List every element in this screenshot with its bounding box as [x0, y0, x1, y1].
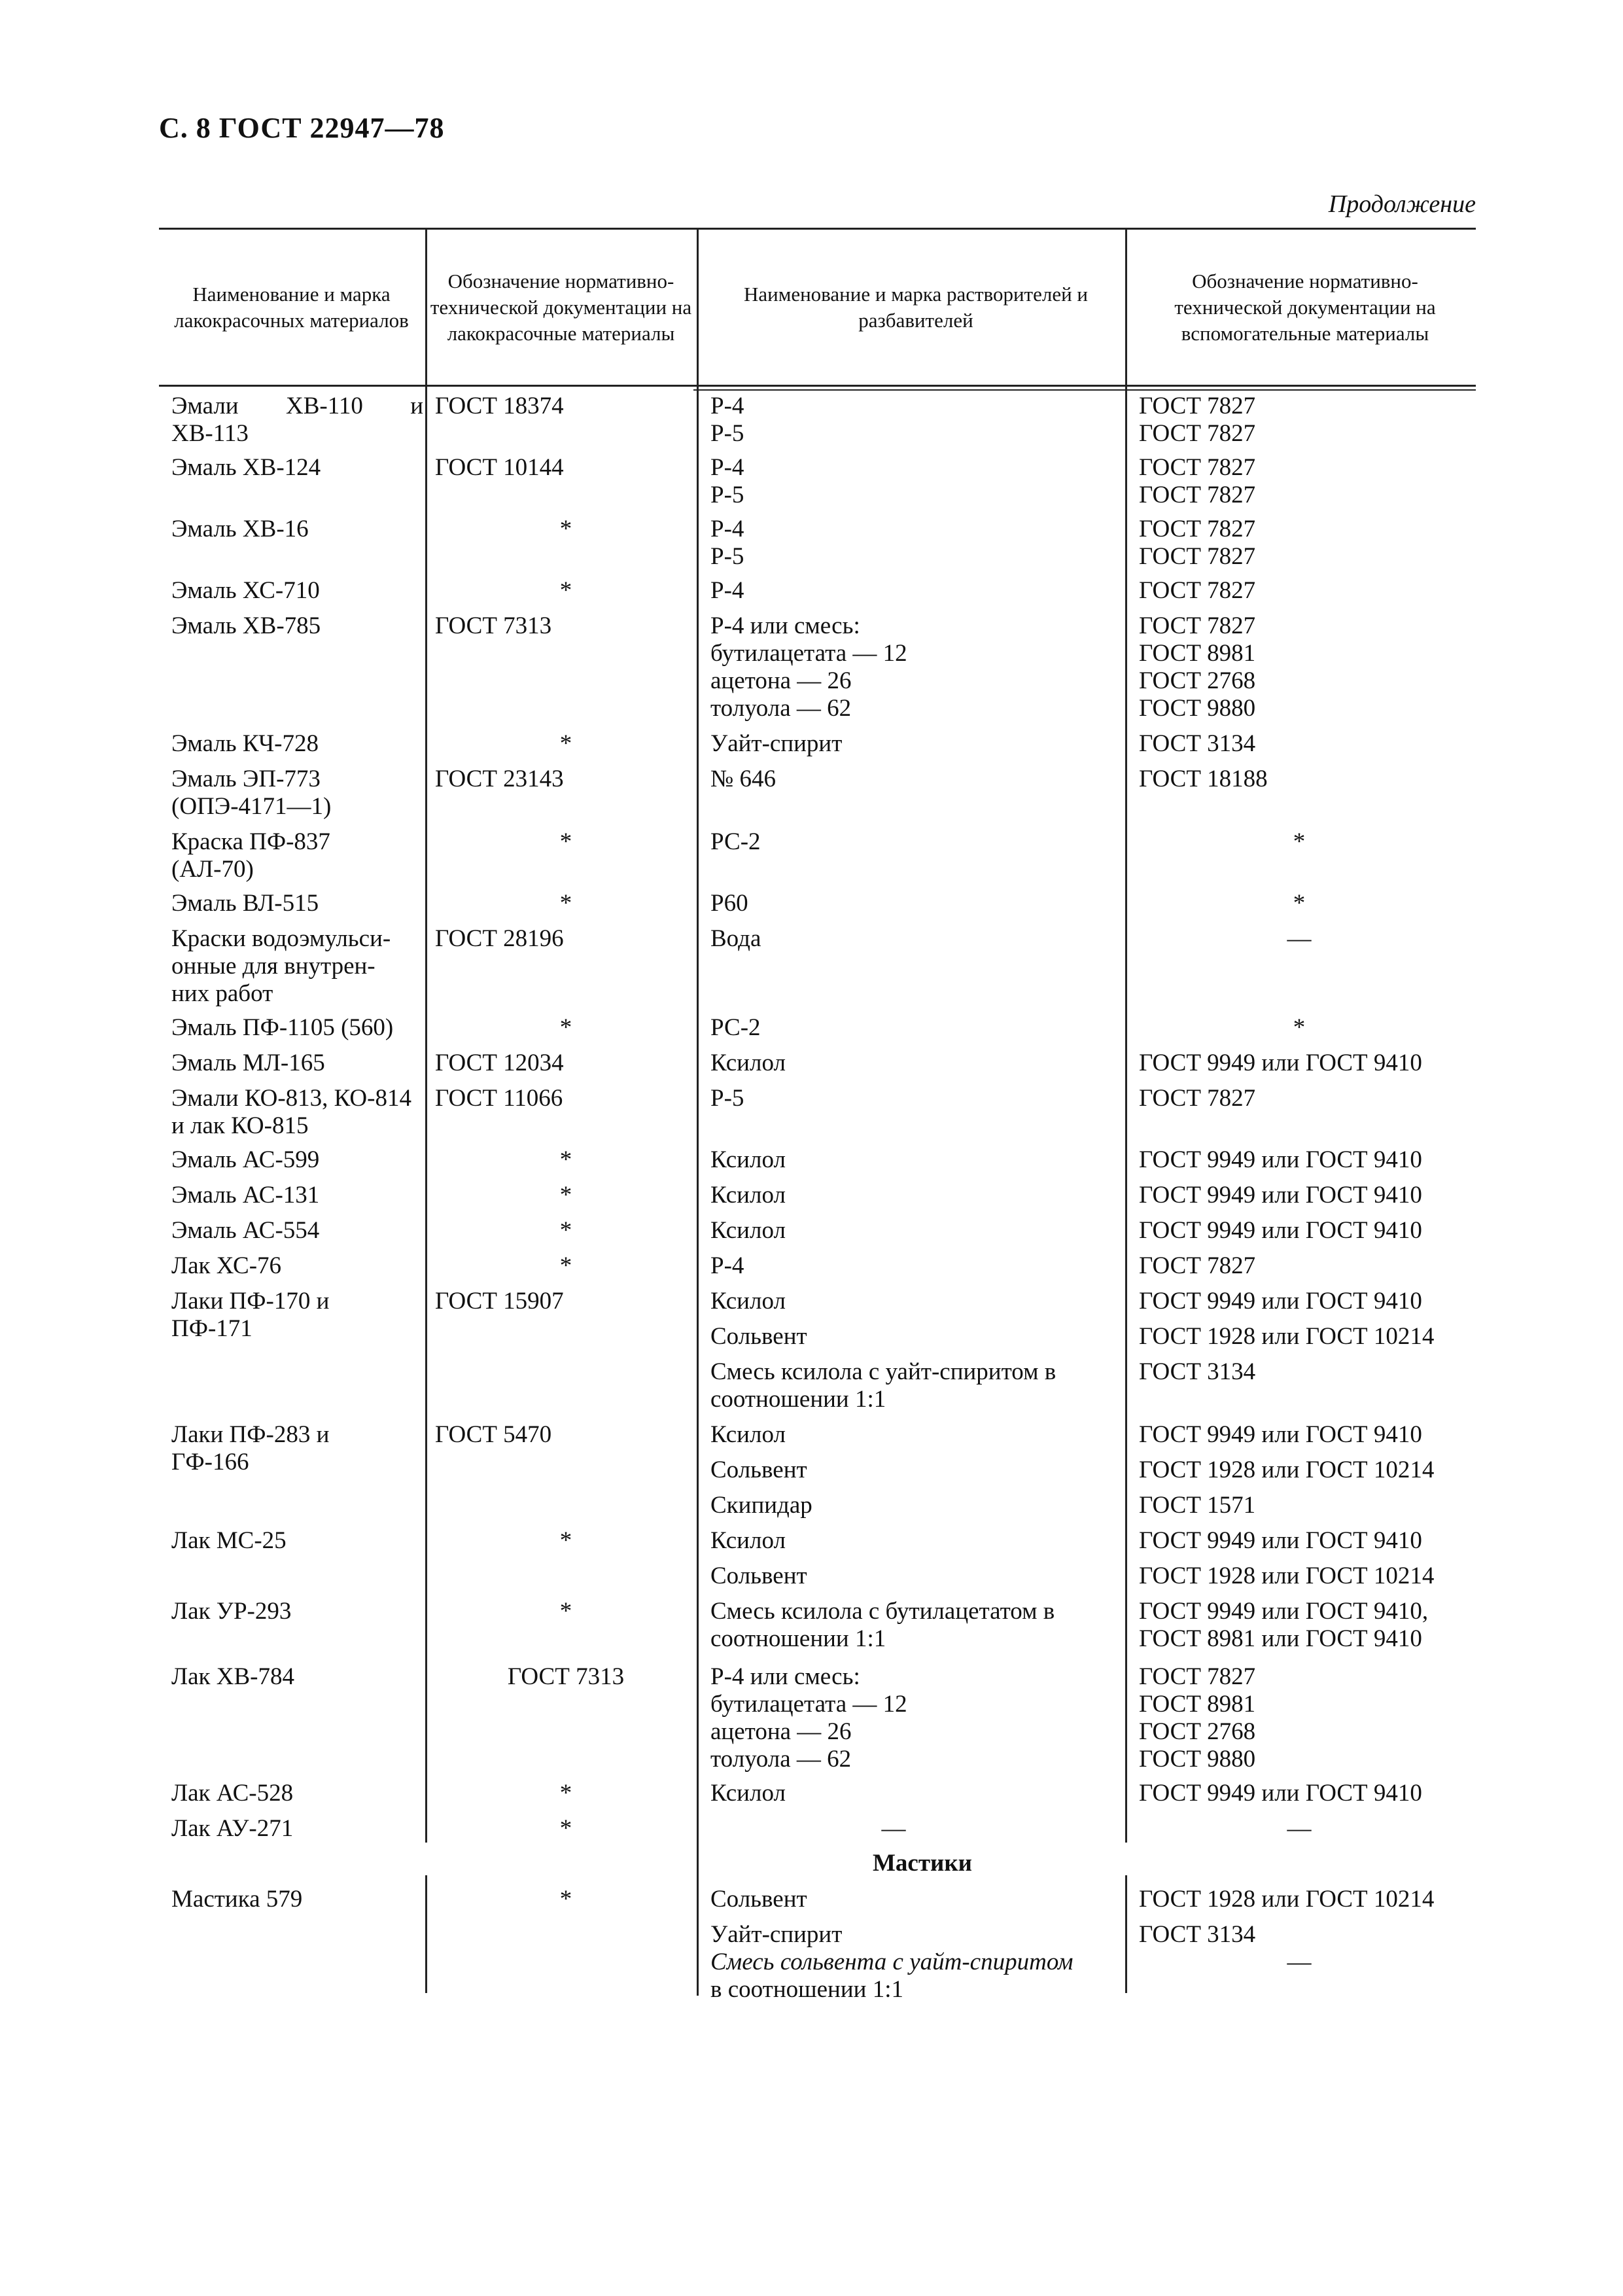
solvent-cell: Смесь сольвента с уайт-спиритом [710, 1949, 1073, 1975]
material-cell: Эмаль ХВ-124 [171, 454, 321, 481]
material-doc-cell: ГОСТ 12034 [435, 1050, 564, 1076]
material-doc-cell: * [559, 890, 572, 917]
material-cell: Эмаль ХВ-785 [171, 612, 321, 639]
aux-doc-cell: ГОСТ 1928 или ГОСТ 10214 [1139, 1886, 1435, 1913]
material-cell: Эмаль АС-554 [171, 1217, 320, 1244]
aux-doc-cell: ГОСТ 3134 [1139, 730, 1256, 757]
aux-doc-cell: ГОСТ 9949 или ГОСТ 9410, ГОСТ 8981 или ГОСТ 9410 [1139, 1598, 1429, 1652]
aux-doc-cell: ГОСТ 1571 [1139, 1492, 1256, 1519]
aux-doc-cell: ГОСТ 7827 ГОСТ 7827 [1139, 516, 1256, 570]
solvent-cell: Ксилол [710, 1288, 786, 1315]
material-cell: Лаки ПФ-170 и ПФ-171 [171, 1288, 330, 1342]
material-doc-cell: ГОСТ 28196 [435, 925, 564, 952]
section-title: Мастики [873, 1850, 972, 1877]
material-doc-cell: ГОСТ 7313 [435, 612, 552, 639]
solvent-cell: Р-4 или смесь: бутилацетата — 12 ацетона — 26 толуола — 62 [710, 612, 907, 722]
table-header-rule-2 [693, 389, 1476, 391]
material-cell: Эмаль АС-131 [171, 1182, 320, 1209]
column-divider-1 [425, 229, 427, 1843]
solvent-cell: Вода [710, 925, 761, 952]
solvent-cell: Р-4 [710, 1252, 744, 1279]
solvent-cell: Р-5 [710, 1085, 744, 1112]
material-cell: Краска ПФ-837 (АЛ-70) [171, 828, 330, 883]
material-doc-cell: * [559, 1252, 572, 1279]
material-doc-cell: * [559, 1527, 572, 1554]
material-doc-cell: * [559, 1182, 572, 1209]
column-divider-3b [1125, 1875, 1127, 1993]
material-cell: Лак АС-528 [171, 1780, 294, 1807]
material-doc-cell: * [559, 1598, 572, 1625]
solvent-cell: Ксилол [710, 1050, 786, 1076]
material-doc-cell: * [559, 1146, 572, 1173]
solvent-cell: — [881, 1815, 906, 1842]
material-cell: Лак МС-25 [171, 1527, 287, 1554]
material-doc-cell: ГОСТ 5470 [435, 1421, 552, 1448]
solvent-cell: № 646 [710, 766, 777, 792]
material-doc-cell: * [559, 577, 572, 604]
header-material-doc: Обозначение нормативно-технической документации на лакокрасочные материалы [430, 270, 692, 345]
material-doc-cell: * [559, 1014, 572, 1041]
aux-doc-cell: ГОСТ 1928 или ГОСТ 10214 [1139, 1563, 1435, 1589]
material-doc-cell: ГОСТ 23143 [435, 766, 564, 792]
solvent-cell: Ксилол [710, 1421, 786, 1448]
solvent-cell: Ксилол [710, 1527, 786, 1554]
material-doc-cell: * [559, 828, 572, 855]
material-cell: Лак ХВ-784 [171, 1663, 294, 1690]
material-cell: Лак УР-293 [171, 1598, 292, 1625]
header-aux-doc: Обозначение нормативно-технической документации на вспомогательные материалы [1174, 270, 1436, 345]
aux-doc-cell: ГОСТ 7827 ГОСТ 8981 ГОСТ 2768 ГОСТ 9880 [1139, 1663, 1256, 1773]
solvent-cell: Р60 [710, 890, 748, 917]
solvent-cell: Уайт-спирит [710, 730, 843, 757]
aux-doc-cell: ГОСТ 7827 [1139, 1252, 1256, 1279]
material-cell: Эмаль АС-599 [171, 1146, 320, 1173]
column-divider-1b [425, 1875, 427, 1993]
solvent-cell: Сольвент [710, 1886, 807, 1913]
solvent-cell: Скипидар [710, 1492, 812, 1519]
material-cell: Лак АУ-271 [171, 1815, 294, 1842]
aux-doc-cell: ГОСТ 18188 [1139, 766, 1268, 792]
aux-doc-cell: ГОСТ 7827 ГОСТ 7827 [1139, 393, 1256, 447]
column-divider-3 [1125, 229, 1127, 1843]
aux-doc-cell: ГОСТ 7827 [1139, 1085, 1256, 1112]
aux-doc-cell: — [1287, 1815, 1312, 1842]
solvent-cell: Р-4 [710, 577, 744, 604]
solvent-cell: Ксилол [710, 1146, 786, 1173]
aux-doc-cell: — [1287, 1949, 1312, 1975]
aux-doc-cell: ГОСТ 9949 или ГОСТ 9410 [1139, 1780, 1422, 1807]
material-cell: Лаки ПФ-283 и ГФ-166 [171, 1421, 330, 1475]
aux-doc-cell: ГОСТ 9949 или ГОСТ 9410 [1139, 1146, 1422, 1173]
material-cell: Эмаль МЛ-165 [171, 1050, 325, 1076]
solvent-cell: Р-4 или смесь: бутилацетата — 12 ацетона — 26 толуола — 62 [710, 1663, 907, 1773]
material-doc-cell: * [559, 1217, 572, 1244]
material-cell: Эмаль ХС-710 [171, 577, 320, 604]
aux-doc-cell: ГОСТ 1928 или ГОСТ 10214 [1139, 1323, 1435, 1350]
aux-doc-cell: * [1293, 828, 1306, 855]
material-cell: Эмаль ПФ-1105 (560) [171, 1014, 394, 1041]
material-cell: Эмаль ХВ-16 [171, 516, 309, 542]
solvent-cell: Ксилол [710, 1217, 786, 1244]
material-doc-cell: ГОСТ 15907 [435, 1288, 564, 1315]
aux-doc-cell: ГОСТ 9949 или ГОСТ 9410 [1139, 1527, 1422, 1554]
aux-doc-cell: * [1293, 890, 1306, 917]
material-cell: Эмаль ВЛ-515 [171, 890, 319, 917]
solvent-cell: в соотношении 1:1 [710, 1976, 903, 2003]
solvent-cell: Сольвент [710, 1323, 807, 1350]
solvent-cell: РС-2 [710, 1014, 761, 1041]
material-cell: Эмаль КЧ-728 [171, 730, 319, 757]
aux-doc-cell: ГОСТ 9949 или ГОСТ 9410 [1139, 1421, 1422, 1448]
solvent-cell: Сольвент [710, 1563, 807, 1589]
material-doc-cell: ГОСТ 11066 [435, 1085, 563, 1112]
header-material: Наименование и марка лакокрасочных материалов [174, 283, 409, 332]
material-doc-cell: * [559, 516, 572, 542]
solvent-cell: Смесь ксилола с уайт-спиритом в соотношении 1:1 [710, 1358, 1056, 1413]
material-doc-cell: * [559, 1886, 572, 1913]
aux-doc-cell: ГОСТ 3134 [1139, 1358, 1256, 1385]
solvent-cell: Уайт-спирит [710, 1921, 843, 1948]
continuation-label: Продолжение [1328, 190, 1476, 218]
material-cell: Мастика 579 [171, 1886, 303, 1913]
page-header: С. 8 ГОСТ 22947—78 [159, 112, 445, 144]
material-cell: Лак ХС-76 [171, 1252, 282, 1279]
material-cell: Эмали КО-813, КО-814 и лак КО-815 [171, 1085, 411, 1139]
solvent-cell: Р-4 Р-5 [710, 454, 744, 508]
header-solvent: Наименование и марка растворителей и разбавителей [743, 283, 1089, 332]
aux-doc-cell: ГОСТ 7827 ГОСТ 7827 [1139, 454, 1256, 508]
material-cell: Краски водоэмульси- онные для внутрен- них работ [171, 925, 391, 1007]
aux-doc-cell: ГОСТ 7827 [1139, 577, 1256, 604]
material-cell: Эмаль ЭП-773 (ОПЭ-4171—1) [171, 766, 332, 820]
material-doc-cell: ГОСТ 7313 [507, 1663, 625, 1690]
aux-doc-cell: ГОСТ 9949 или ГОСТ 9410 [1139, 1288, 1422, 1315]
solvent-cell: Сольвент [710, 1457, 807, 1483]
aux-doc-cell: * [1293, 1014, 1306, 1041]
aux-doc-cell: — [1287, 925, 1312, 952]
aux-doc-cell: ГОСТ 9949 или ГОСТ 9410 [1139, 1182, 1422, 1209]
aux-doc-cell: ГОСТ 7827 ГОСТ 8981 ГОСТ 2768 ГОСТ 9880 [1139, 612, 1256, 722]
material-doc-cell: * [559, 1780, 572, 1807]
solvent-cell: Р-4 Р-5 [710, 516, 744, 570]
solvent-cell: Смесь ксилола с бутилацетатом в соотношении 1:1 [710, 1598, 1055, 1652]
solvent-cell: РС-2 [710, 828, 761, 855]
aux-doc-cell: ГОСТ 9949 или ГОСТ 9410 [1139, 1050, 1422, 1076]
aux-doc-cell: ГОСТ 9949 или ГОСТ 9410 [1139, 1217, 1422, 1244]
aux-doc-cell: ГОСТ 1928 или ГОСТ 10214 [1139, 1457, 1435, 1483]
aux-doc-cell: ГОСТ 3134 [1139, 1921, 1256, 1948]
material-doc-cell: * [559, 730, 572, 757]
material-doc-cell: * [559, 1815, 572, 1842]
column-divider-2 [697, 229, 699, 1996]
material-doc-cell: ГОСТ 18374 [435, 393, 564, 419]
material-doc-cell: ГОСТ 10144 [435, 454, 564, 481]
solvent-cell: Р-4 Р-5 [710, 393, 744, 447]
solvent-cell: Ксилол [710, 1780, 786, 1807]
material-cell: Эмали ХВ-110 и ХВ-113 [171, 393, 423, 447]
solvent-cell: Ксилол [710, 1182, 786, 1209]
